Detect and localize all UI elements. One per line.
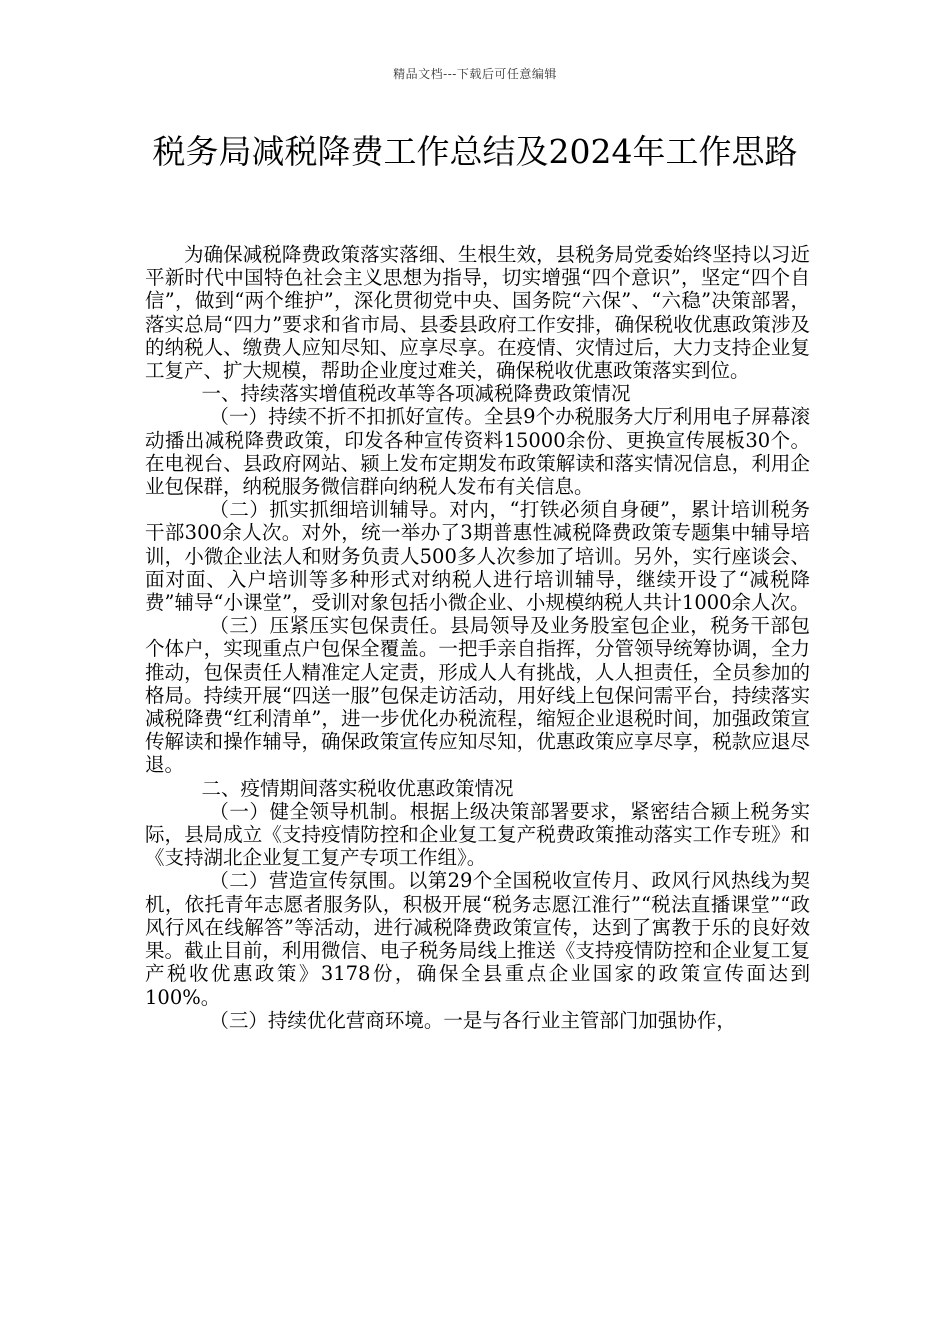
section-heading-2: 二、疫情期间落实税收优惠政策情况 (201, 776, 514, 800)
header-note: 精品文档---下载后可任意编辑 (393, 67, 557, 81)
section-2-item-3: （三）持续优化营商环境。一是与各行业主管部门加强协作， (209, 1008, 736, 1032)
section-1-item-3: （三）压紧压实包保责任。县局领导及业务股室包企业，税务干部包个体户，实现重点户包保全覆盖。一把手亲自指挥，分管领导统筹协调，全力推动，包保责任人精准定人定责，形成人人有挑战，人人担责任，全员参加的格局。持续开展“四送一服”包保走访活动，用好线上包保问需平台，持续落实减税降费“红利清单”，进一步优化办税流程，缩短企业退税时间，加强政策宣传解读和操作辅导，确保政策宣传应知尽知，优惠政策应享尽享，税款应退尽退。 (145, 614, 810, 777)
intro-paragraph: 为确保减税降费政策落实落细、生根生效，县税务局党委始终坚持以习近平新时代中国特色社会主义思想为指导，切实增强“四个意识”，坚定“四个自信”，做到“两个维护”，深化贯彻党中央、国务院“六保”、“六稳”决策部署，落实总局“四力”要求和省市局、县委县政府工作安排，确保税收优惠政策涉及的纳税人、缴费人应知尽知、应享尽享。在疫情、灾情过后，大力支持企业复工复产、扩大规模，帮助企业度过难关，确保税收优惠政策落实到位。 (145, 243, 810, 383)
section-heading-1: 一、持续落实增值税改革等各项减税降费政策情况 (201, 382, 631, 406)
section-2-item-1: （一）健全领导机制。根据上级决策部署要求，紧密结合颍上税务实际，县局成立《支持疫情防控和企业复工复产税费政策推动落实工作专班》和《支持湖北企业复工复产专项工作组》。 (145, 799, 810, 870)
section-2-item-2: （二）营造宣传氛围。以第29个全国税收宣传月、政风行风热线为契机，依托青年志愿者服务队，积极开展“税务志愿江淮行”“税法直播课堂”“政风行风在线解答”等活动，进行减税降费政策宣传，达到了寓教于乐的良好效果。截止目前，利用微信、电子税务局线上推送《支持疫情防控和企业复工复产税收优惠政策》3178份，确保全县重点企业国家的政策宣传面达到100%。 (145, 869, 810, 1009)
section-1-item-2: （二）抓实抓细培训辅导。对内，“打铁必须自身硬”，累计培训税务干部300余人次。对外，统一举办了3期普惠性减税降费政策专题集中辅导培训，小微企业法人和财务负责人500多人次参加了培训。另外，实行座谈会、面对面、入户培训等多种形式对纳税人进行培训辅导，继续开设了“减税降费”辅导“小课堂”，受训对象包括小微企业、小规模纳税人共计1000余人次。 (145, 498, 810, 615)
document-body (145, 243, 810, 1032)
section-1-item-1: （一）持续不折不扣抓好宣传。全县9个办税服务大厅利用电子屏幕滚动播出减税降费政策，印发各种宣传资料15000余份、更换宣传展板30个。在电视台、县政府网站、颍上发布定期发布政策解读和落实情况信息，利用企业包保群，纳税服务微信群向纳税人发布有关信息。 (145, 405, 810, 499)
document-title: 税务局减税降费工作总结及2024年工作思路 (152, 132, 798, 171)
